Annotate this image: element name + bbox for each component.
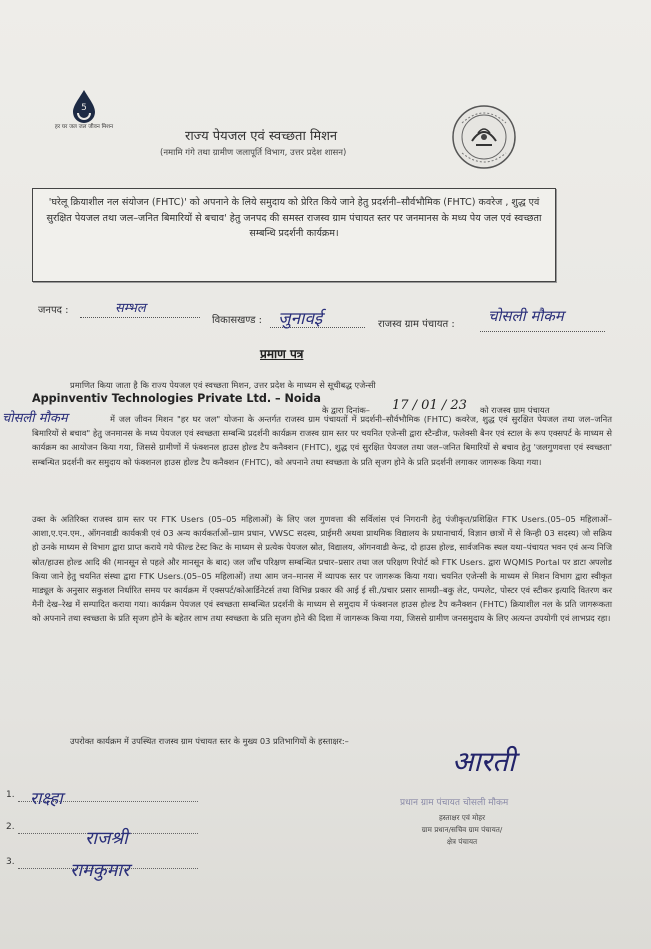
- signatories-intro: उपरोक्त कार्यक्रम में उपस्थित राजस्व ग्राम पंचायत स्तर के मुख्य 03 प्रतिभागियों के हस्ताक्षर:–: [70, 736, 349, 746]
- pradhan-stamp: प्रधान ग्राम पंचायत चोसली मौकम: [400, 798, 509, 808]
- district-underline: [80, 316, 200, 318]
- district-value: सम्भल: [115, 301, 146, 316]
- district-label: जनपद :: [38, 305, 69, 316]
- page-title: राज्य पेयजल एवं स्वच्छता मिशन: [185, 129, 338, 144]
- signatory-1-signature: राक्ष्हा: [30, 789, 63, 809]
- by-date-text: के द्वारा दिनांक–: [322, 405, 370, 415]
- block-label: विकासखण्ड :: [212, 315, 263, 326]
- village-name-handwritten: चोसली मौकम: [2, 411, 68, 426]
- water-drop-icon: [52, 88, 116, 124]
- agency-name: Appinventiv Technologies Private Ltd. – Noida: [32, 392, 321, 405]
- certificate-title: प्रमाण पत्र: [260, 347, 304, 361]
- event-date: 17 / 01 / 23: [392, 398, 467, 413]
- panchayat-value: चोसली मौकम: [488, 307, 564, 325]
- page-subtitle: (नमामि गंगे तथा ग्रामीण जलापूर्ति विभाग, उत्तर प्रदेश शासन): [160, 148, 347, 158]
- pradhan-sign-label: [392, 812, 532, 848]
- panchayat-underline: [480, 330, 605, 332]
- pradhan-signature: आरती: [452, 745, 516, 778]
- pradhan-line2: ग्राम प्रधान/सचिव ग्राम पंचायत/: [421, 825, 503, 834]
- block-value: जुनावई: [278, 309, 323, 329]
- after-date-text: को राजस्व ग्राम पंचायत: [480, 405, 550, 415]
- har-ghar-jal-logo: [52, 88, 116, 150]
- signatory-1-number: 1.: [6, 790, 15, 800]
- state-emblem-icon: [448, 103, 520, 171]
- pradhan-line1: हस्ताक्षर एवं मोहर: [438, 813, 486, 822]
- signatory-2-signature: राजश्री: [85, 828, 128, 849]
- para2-body: उक्त के अतिरिक्त राजस्व ग्राम स्तर पर FTK Users (05–05 महिलाओं) के लिए जल गुणवत्ता की सर्विलांस एवं निगरानी हेतु पंजीकृत/प्रशिक्षित FTK Users.(05–05 महिलाओं–आशा,ए.एन.एम., ऑगनवाडी कार्यकत्री एवं 03 अन्य कार्यकर्ताओं–ग्राम प्रधान, VWSC सदस्य, प्राईमरी अथवा प्राथमिक विद्यालय के प्रधानाचार्य, विज्ञान छात्रों में से किन्ही 03 सदस्य) जो सक्रिय हो उनके माध्यम से विभाग द्वारा प्राप्त कराये गये फील्ड टेस्ट किट के माध्यम से प्रत्येक पेयजल स्रोत, विद्यालय, ऑगनवाडी केन्द्र, दो हाउस होल्ड, सार्वजनिक स्थल यथा–पंचायत भवन एवं अन्य निजि स्रोत/हाउस होल्ड आदि की (मानसून से पहले और मानसून के बाद) जल जाँच परिक्षण सम्बन्धित प्रचार–प्रसार तथा जल परिक्षण रिपोर्ट को FTK Users. द्वारा WQMIS Portal पर डाटा अपलोड किया जाने हेतु चयनित संस्था द्वारा FTK Users.(05–05 महिलाओं) तथा आम जन–मानस में व्यापक स्तर पर जागरूक किया गया। चयनित एजेन्सी के माध्यम से मिशन विभाग द्वारा स्वीकृत माड्यूल के अनुसार सकुशल निर्धारित समय पर कार्यक्रम में एक्सपर्ट/कोआर्डिनेटर्स तथा विभिन्न प्रकार की आई ई सी./प्रचार प्रसार सामग्री–बकु लेट, पम्पलेट, पोस्टर एवं स्टीकर इत्यादि वितरण कर मैनी देख–रेख में सम्पादित कराया गया। कार्यक्रम पेयजल एवं स्वच्छता सम्बन्धित प्रदर्शनी के माध्यम से समुदाय में फंक्शनल हाउस होल्ड टैप कनैक्शन (FHTC) क्रियाशील नल के प्रति जागरूकता को अपनाने तथा स्वच्छता के प्रति सृजग होने के बहेतर लाभ तथा स्वच्छता के प्रति सृजग होने की दिशा में जागरूक किया गया, जिससे ग्रामीण जनसमुदाय के लिए अत्यन्त उपयोगी एवं लाभप्रद रहा।: [32, 514, 612, 624]
- svg-text:5: 5: [81, 103, 87, 113]
- pradhan-line3: क्षेत्र पंचायत: [446, 837, 478, 846]
- logo-left-text: हर घर जल जल जीवन मिशन: [54, 124, 114, 130]
- para1-line1: प्रमाणित किया जाता है कि राज्य पेयजल एवं स्वच्छता मिशन, उत्तर प्रदेश के माध्यम से सूचीबद्ध एजेन्सी: [70, 380, 376, 390]
- signatory-3-number: 3.: [6, 857, 15, 867]
- program-banner: [32, 188, 556, 282]
- panchayat-label: राजस्व ग्राम पंचायत :: [378, 319, 455, 330]
- para1-body: में जल जीवन मिशन "हर घर जल" योजना के अन्तर्गत राजस्व ग्राम पंचायतों में प्रदर्शनी–सौर्वभौमिक (FHTC) कवरेज, शुद्ध एवं सुरक्षित पेयजल तथा जल–जनित बिमारियों से बचाव" हेतु जनमानस के मध्य पेयजल एवं स्वच्छता सम्बन्धि प्रदर्शनी कार्यक्रम राजस्व ग्राम स्तर पर चयनित एजेन्सी द्वारा स्टैन्डीज, फलेक्सी बैनर एवं स्टाल के रूप एक्सपर्ट के माध्यम से कार्यक्रम का आयोजन किया गया, जिससे ग्रामीणों में फंक्शनल हाउस होल्ड टैप कनैक्शन (FHTC), शुद्ध एवं सुरक्षित पेयजल तथा जल–जनित बिमारियों से बचाव हेतु 'जलगुणवत्ता एवं स्वच्छता' सम्बन्धित प्रदर्शनी कर समुदाय को फंक्शनल हाउस होल्ड टैप कनैक्शन (FHTC), को अपनाने तथा स्वच्छता के प्रति सृजग होने के प्रति प्रदर्शनी लगाकर जागरूक किया गया।: [32, 414, 612, 467]
- signatory-2-number: 2.: [6, 822, 15, 832]
- signatory-3-signature: रामकुमार: [70, 860, 130, 881]
- banner-text: 'घरेलू क्रियाशील नल संयोजन (FHTC)' को अपनाने के लिये समुदाय को प्रेरित किये जाने हेतु प्रदर्शनी–सौर्वभौमिक (FHTC) कवरेज , शुद्ध एवं सुरक्षित पेयजल तथा जल–जनित बिमारियों से बचाव' हेतु जनपद की समस्त राजस्व ग्राम पंचायत स्तर पर जनमानस के मध्य पेय जल एवं स्वच्छता सम्बन्धि प्रदर्शनी कार्यक्रम।: [46, 197, 542, 239]
